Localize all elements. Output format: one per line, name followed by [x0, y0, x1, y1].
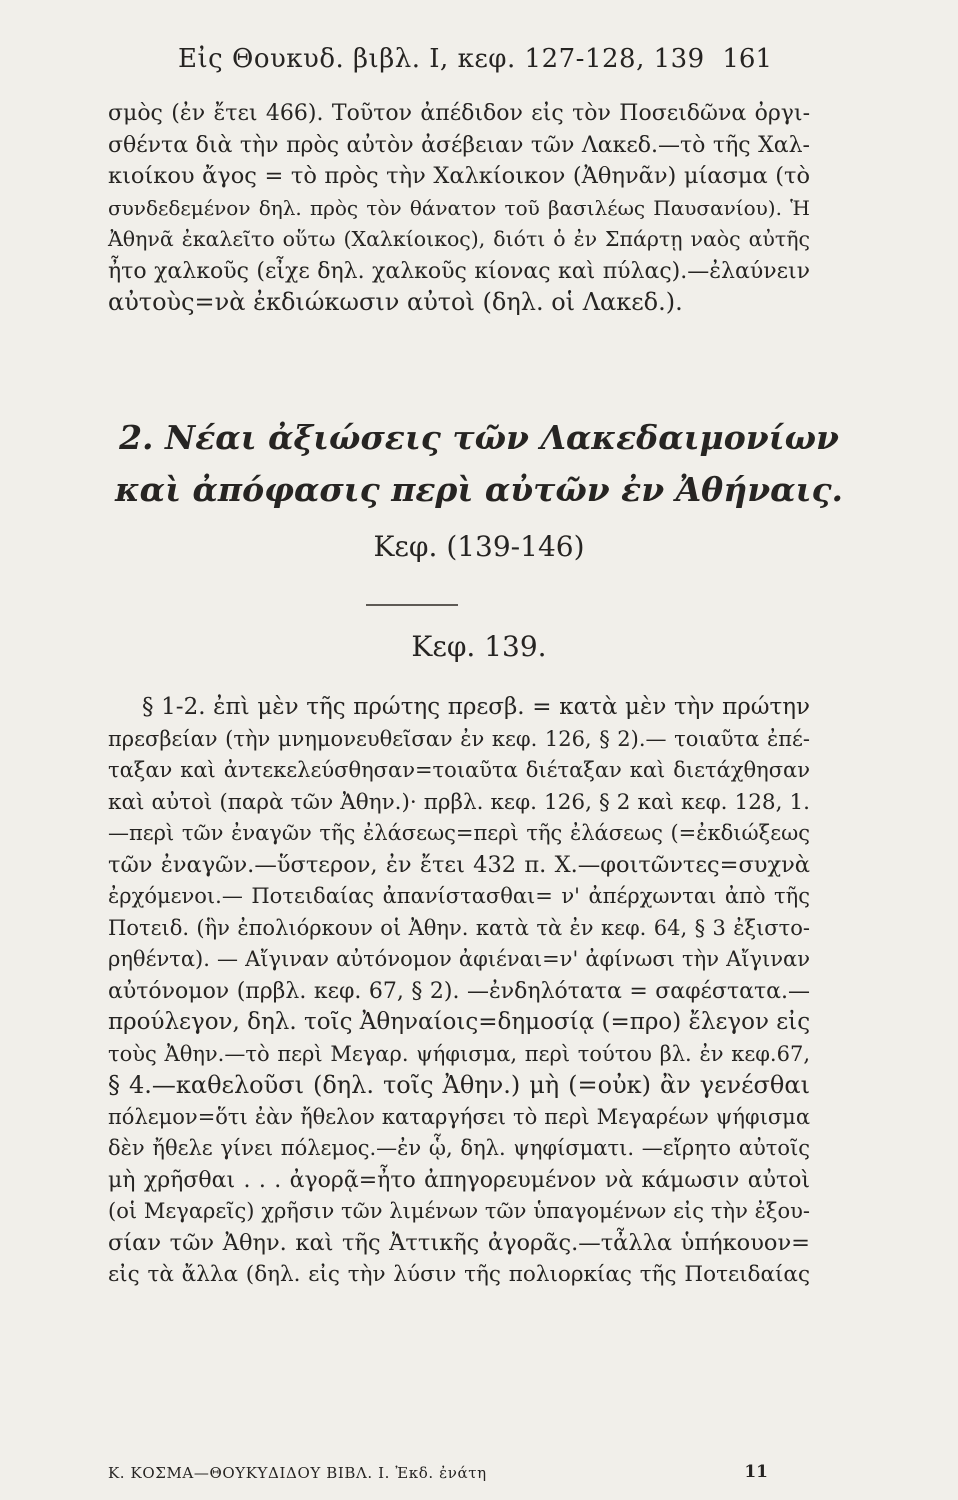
page-number: 161 [722, 44, 772, 74]
section-title-line-1: 2. Νέαι ἀξιώσεις τῶν Λακεδαιμονίων [119, 418, 839, 457]
text-line: πόλεμον=ὅτι ἐὰν ἤθελον καταργήσει τὸ περὶ Μεγαρέων ψήφισμα [108, 1104, 810, 1129]
paragraph-commentary-1 [108, 98, 810, 319]
text-line: δὲν ἤθελε γίνει πόλεμος.—ἐν ᾧ, δηλ. ψηφίσματι. —εἴρητο αὐτοῖς [108, 1136, 810, 1160]
paragraph-commentary-2 [108, 692, 810, 1291]
running-head [0, 44, 958, 84]
text-line: (οἱ Μεγαρεῖς) χρῆσιν τῶν λιμένων τῶν ὑπαγομένων εἰς τὴν ἐξου- [108, 1199, 810, 1223]
running-head-title: Εἰς Θουκυδ. βιβλ. I, κεφ. 127-128, 139 [178, 44, 705, 74]
text-line: τοὺς Ἀθην.—τὸ περὶ Μεγαρ. ψήφισμα, περὶ τούτου βλ. ἐν κεφ.67, [108, 1041, 810, 1066]
text-line: αὐτοὺς=νὰ ἐκδιώκωσιν αὐτοὶ (δηλ. οἱ Λακεδ.). [108, 288, 683, 316]
section-title-line-2: καὶ ἀπόφασις περὶ αὐτῶν ἐν Ἀθήναις. [114, 470, 844, 509]
text-line: πρεσβείαν (τὴν μνημονευθεῖσαν ἐν κεφ. 126, § 2).— τοιαῦτα ἐπέ- [108, 726, 810, 751]
text-line: προύλεγον, δηλ. τοῖς Ἀθηναίοις=δημοσίᾳ (=προ) ἔλεγον εἰς [108, 1009, 811, 1035]
text-line: § 4.—καθελοῦσι (δηλ. τοῖς Ἀθην.) μὴ (=οὐκ) ἂν γενέσθαι [108, 1071, 810, 1099]
signature-number: 11 [744, 1462, 768, 1482]
printer-signature: Κ. ΚΟΣΜΑ—ΘΟΥΚΥΔΙΔΟΥ ΒΙΒΛ. Ι. Ἐκδ. ἐνάτη [108, 1464, 487, 1482]
text-line: § 1-2. ἐπὶ μὲν τῆς πρώτης πρεσβ. = κατὰ μὲν τὴν πρώτην [142, 694, 810, 720]
text-line: τῶν ἐναγῶν.—ὕστερον, ἐν ἔτει 432 π. Χ.—φοιτῶντες=συχνὰ [108, 851, 810, 878]
text-line: Ποτειδ. (ἣν ἐπολιόρκουν οἱ Ἀθην. κατὰ τὰ ἐν κεφ. 64, § 3 ἐξιστο- [108, 915, 810, 940]
text-line: μὴ χρῆσθαι . . . ἀγορᾷ=ἦτο ἀπηγορευμένον νὰ κάμωσιν αὐτοὶ [108, 1167, 810, 1193]
text-line: Ἀθηνᾶ ἐκαλεῖτο οὕτω (Χαλκίοικος), διότι ὁ ἐν Σπάρτῃ ναὸς αὐτῆς [108, 227, 810, 251]
text-line: σίαν τῶν Ἀθην. καὶ τῆς Ἀττικῆς ἀγορᾶς.—τἆλλα ὑπήκουον= [108, 1229, 810, 1256]
text-line: ἦτο χαλκοῦς (εἶχε δηλ. χαλκοῦς κίονας καὶ πύλας).—ἐλαύνειν [108, 258, 810, 284]
text-line: σμὸς (ἐν ἔτει 466). Τοῦτον ἀπέδιδον εἰς τὸν Ποσειδῶνα ὀργι- [108, 101, 810, 126]
text-line: εἰς τὰ ἄλλα (δηλ. εἰς τὴν λύσιν τῆς πολιορκίας τῆς Ποτειδαίας [108, 1262, 810, 1287]
chapter-heading: Κεφ. 139. [411, 630, 547, 663]
text-line: αὐτόνομον (πρβλ. κεφ. 67, § 2). —ἐνδηλότατα = σαφέστατα.— [108, 978, 810, 1004]
text-line: ρηθέντα). — Αἴγιναν αὐτόνομον ἀφιέναι=ν' ἀφίνωσι τὴν Αἴγιναν [108, 947, 810, 971]
text-line: ἐρχόμενοι.— Ποτειδαίας ἀπανίστασθαι= ν' ἀπέρχωνται ἀπὸ τῆς [108, 884, 810, 908]
text-line: συνδεδεμένον δηλ. πρὸς τὸν θάνατον τοῦ βασιλέως Παυσανίου). Ἡ [108, 195, 810, 220]
text-line: ταξαν καὶ ἀντεκελεύσθησαν=τοιαῦτα διέταξαν καὶ διετάχθησαν [108, 758, 810, 782]
text-line: καὶ αὐτοὶ (παρὰ τῶν Ἀθην.)· πρβλ. κεφ. 126, § 2 καὶ κεφ. 128, 1. [108, 789, 810, 815]
text-line: κιοίκου ἄγος = τὸ πρὸς τὴν Χαλκίοικον (Ἀθηνᾶν) μίασμα (τὸ [108, 163, 810, 189]
text-line: —περὶ τῶν ἐναγῶν τῆς ἐλάσεως=περὶ τῆς ἐλάσεως (=ἐκδιώξεως [108, 821, 810, 845]
divider-rule [366, 604, 458, 606]
chapters-range: Κεφ. (139-146) [373, 530, 585, 563]
text-line: σθέντα διὰ τὴν πρὸς αὐτὸν ἀσέβειαν τῶν Λακεδ.—τὸ τῆς Χαλ- [108, 132, 810, 158]
footer-signature-line [108, 1462, 810, 1488]
